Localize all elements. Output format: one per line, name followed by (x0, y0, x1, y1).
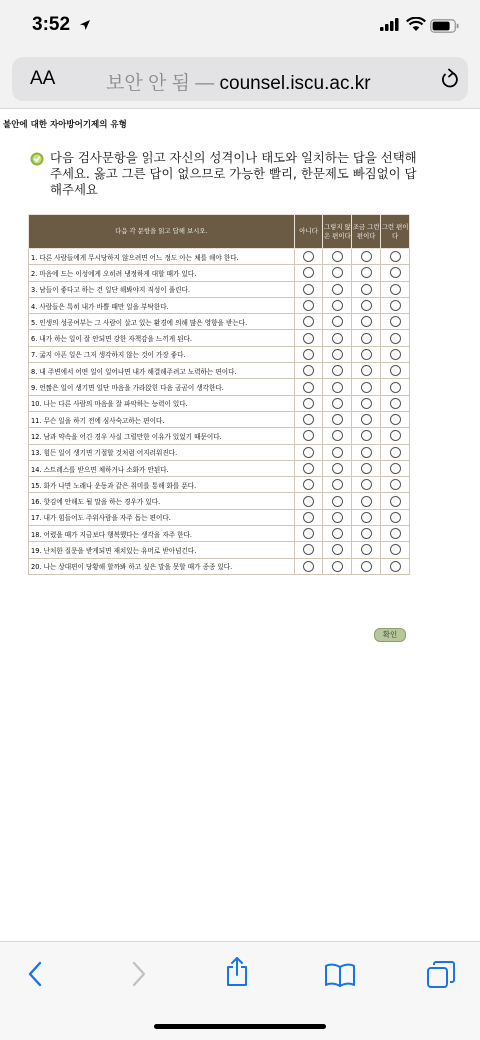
question-text: 18. 어렸을 때가 지금보다 행복했다는 생각을 자주 한다. (29, 526, 295, 542)
answer-radio-button[interactable] (303, 365, 314, 376)
battery-icon (430, 19, 460, 33)
answer-radio-button[interactable] (390, 544, 401, 555)
answer-radio-button[interactable] (332, 382, 343, 393)
answer-radio-button[interactable] (303, 333, 314, 344)
radio-cell (352, 379, 381, 395)
answer-radio-button[interactable] (361, 496, 372, 507)
radio-cell (352, 460, 381, 476)
radio-cell (323, 363, 352, 379)
answer-radio-button[interactable] (390, 365, 401, 376)
answer-radio-button[interactable] (390, 496, 401, 507)
radio-cell (352, 249, 381, 265)
question-text: 7. 굶지 아픈 일은 그저 생각하지 않는 것이 가장 좋다. (29, 346, 295, 362)
table-row (29, 411, 410, 427)
answer-radio-button[interactable] (361, 561, 372, 572)
radio-cell (381, 379, 410, 395)
answer-radio-button[interactable] (332, 316, 343, 327)
radio-cell (323, 526, 352, 542)
radio-cell (323, 346, 352, 362)
answer-radio-button[interactable] (332, 267, 343, 278)
radio-cell (381, 265, 410, 281)
url-domain: counsel.iscu.ac.kr (219, 73, 371, 94)
question-text: 9. 언짢은 일이 생기면 일단 마음을 가라앉힌 다음 곰곰이 생각한다. (29, 379, 295, 395)
radio-cell (294, 346, 323, 362)
radio-cell (294, 428, 323, 444)
answer-radio-button[interactable] (303, 414, 314, 425)
radio-cell (323, 297, 352, 313)
question-text: 15. 화가 나면 노래나 운동과 같은 취미를 통해 화를 푼다. (29, 477, 295, 493)
home-indicator (154, 1024, 326, 1029)
radio-cell (352, 363, 381, 379)
table-row (29, 265, 410, 281)
answer-radio-button[interactable] (361, 447, 372, 458)
radio-cell (381, 346, 410, 362)
radio-cell (381, 411, 410, 427)
status-bar (0, 0, 480, 52)
page-title: 불안에 대한 자아방어기제의 유형 (3, 120, 127, 130)
location-arrow-icon (79, 19, 91, 31)
radio-cell (381, 314, 410, 330)
table-row (29, 444, 410, 460)
question-text: 16. 핫김에 안해도 될 말을 하는 경우가 있다. (29, 493, 295, 509)
answer-radio-button[interactable] (390, 528, 401, 539)
answer-radio-button[interactable] (361, 463, 372, 474)
radio-cell (352, 265, 381, 281)
question-text: 11. 무슨 일을 하기 전에 심사숙고하는 편이다. (29, 411, 295, 427)
answer-radio-button[interactable] (361, 284, 372, 295)
answer-radio-button[interactable] (303, 316, 314, 327)
radio-cell (352, 509, 381, 525)
radio-cell (352, 395, 381, 411)
table-row (29, 281, 410, 297)
answer-radio-button[interactable] (390, 284, 401, 295)
radio-cell (352, 444, 381, 460)
answer-radio-button[interactable] (303, 528, 314, 539)
answer-radio-button[interactable] (390, 430, 401, 441)
answer-radio-button[interactable] (361, 349, 372, 360)
table-row (29, 493, 410, 509)
check-bullet-icon (30, 152, 44, 166)
question-text: 1. 다른 사람들에게 무시당하지 않으려면 어느 정도 아는 체를 해야 한다. (29, 249, 295, 265)
answer-radio-button[interactable] (303, 382, 314, 393)
radio-cell (323, 493, 352, 509)
radio-cell (294, 314, 323, 330)
radio-cell (381, 297, 410, 313)
question-text: 3. 남들이 좋다고 하는 건 일단 해봐야지 직성이 풀린다. (29, 281, 295, 297)
radio-cell (381, 395, 410, 411)
radio-cell (323, 460, 352, 476)
radio-cell (381, 558, 410, 574)
answer-radio-button[interactable] (332, 284, 343, 295)
answer-radio-button[interactable] (303, 544, 314, 555)
question-text: 19. 난처한 질문을 받게되면 재치있는 유머로 받아넘긴다. (29, 542, 295, 558)
answer-radio-button[interactable] (390, 414, 401, 425)
cellular-signal-icon (380, 18, 400, 31)
radio-cell (352, 526, 381, 542)
answer-radio-button[interactable] (361, 414, 372, 425)
answer-radio-button[interactable] (303, 430, 314, 441)
question-text: 5. 인생의 성공여부는 그 사람이 살고 있는 환경에 의해 많은 영향을 받는다. (29, 314, 295, 330)
answer-radio-button[interactable] (390, 512, 401, 523)
answer-radio-button[interactable] (361, 479, 372, 490)
answer-radio-button[interactable] (361, 300, 372, 311)
answer-radio-button[interactable] (390, 398, 401, 409)
radio-cell (294, 363, 323, 379)
question-text: 20. 나는 상대편이 당황해 할까봐 하고 싶은 말을 못할 때가 종종 있다. (29, 558, 295, 574)
instructions-text: 다음 검사문항을 읽고 자신의 성격이나 태도와 일치하는 답을 선택해 주세요. 옳고 그른 답이 없으므로 가능한 빨리, 한문제도 빠짐없이 답해주세요 (50, 150, 417, 197)
radio-cell (352, 346, 381, 362)
radio-cell (381, 526, 410, 542)
answer-radio-button[interactable] (390, 251, 401, 262)
table-row (29, 526, 410, 542)
back-chevron-icon[interactable] (26, 960, 46, 988)
radio-cell (381, 428, 410, 444)
radio-cell (294, 509, 323, 525)
table-row (29, 460, 410, 476)
radio-cell (294, 281, 323, 297)
radio-cell (294, 249, 323, 265)
answer-radio-button[interactable] (332, 463, 343, 474)
answer-radio-button[interactable] (332, 430, 343, 441)
header-option-rather-no: 그렇지 않은 편이다 (323, 215, 352, 249)
radio-cell (352, 542, 381, 558)
answer-radio-button[interactable] (332, 544, 343, 555)
radio-cell (323, 477, 352, 493)
radio-cell (352, 297, 381, 313)
answer-radio-button[interactable] (303, 496, 314, 507)
radio-cell (323, 395, 352, 411)
answer-radio-button[interactable] (361, 316, 372, 327)
radio-cell (323, 314, 352, 330)
table-header-row (29, 215, 410, 249)
reload-icon[interactable] (440, 68, 460, 90)
answer-radio-button[interactable] (303, 398, 314, 409)
answer-radio-button[interactable] (390, 447, 401, 458)
answer-radio-button[interactable] (303, 251, 314, 262)
radio-cell (294, 558, 323, 574)
radio-cell (381, 542, 410, 558)
answer-radio-button[interactable] (332, 251, 343, 262)
radio-cell (352, 558, 381, 574)
bookmarks-icon[interactable] (324, 962, 356, 988)
answer-radio-button[interactable] (303, 284, 314, 295)
radio-cell (323, 330, 352, 346)
table-row (29, 542, 410, 558)
radio-cell (323, 428, 352, 444)
radio-cell (294, 493, 323, 509)
radio-cell (323, 509, 352, 525)
header-option-somewhat-yes: 조금 그런 편이다 (352, 215, 381, 249)
confirm-button[interactable]: 확인 (374, 628, 406, 642)
radio-cell (381, 444, 410, 460)
answer-radio-button[interactable] (303, 267, 314, 278)
answer-radio-button[interactable] (361, 398, 372, 409)
question-text: 17. 내가 힘들어도 주위사람을 자주 돕는 편이다. (29, 509, 295, 525)
table-row (29, 346, 410, 362)
answer-radio-button[interactable] (361, 430, 372, 441)
answer-radio-button[interactable] (361, 512, 372, 523)
answer-radio-button[interactable] (361, 251, 372, 262)
radio-cell (294, 411, 323, 427)
status-time: 3:52 (32, 14, 71, 35)
radio-cell (323, 411, 352, 427)
address-bar-area (0, 52, 480, 109)
answer-radio-button[interactable] (361, 544, 372, 555)
answer-radio-button[interactable] (361, 365, 372, 376)
radio-cell (294, 379, 323, 395)
radio-cell (381, 249, 410, 265)
answer-radio-button[interactable] (303, 349, 314, 360)
answer-radio-button[interactable] (303, 512, 314, 523)
answer-radio-button[interactable] (332, 414, 343, 425)
question-text: 14. 스트레스를 받으면 체하거나 소화가 안된다. (29, 460, 295, 476)
radio-cell (323, 249, 352, 265)
wifi-icon (406, 17, 426, 32)
radio-cell (381, 330, 410, 346)
answer-radio-button[interactable] (332, 496, 343, 507)
answer-radio-button[interactable] (390, 333, 401, 344)
table-row (29, 395, 410, 411)
security-warning: 보안 안 됨 (106, 73, 190, 94)
question-text: 2. 마음에 드는 이성에게 오히려 냉정하게 대할 때가 있다. (29, 265, 295, 281)
table-row (29, 330, 410, 346)
radio-cell (381, 363, 410, 379)
answer-radio-button[interactable] (332, 398, 343, 409)
answer-radio-button[interactable] (361, 382, 372, 393)
table-row (29, 297, 410, 313)
table-row (29, 379, 410, 395)
radio-cell (352, 411, 381, 427)
radio-cell (294, 395, 323, 411)
reader-aa-button[interactable]: AA (30, 68, 56, 89)
answer-radio-button[interactable] (332, 479, 343, 490)
question-text: 13. 힘든 일이 생기면 기절할 것처럼 어지러워진다. (29, 444, 295, 460)
answer-radio-button[interactable] (332, 447, 343, 458)
answer-radio-button[interactable] (390, 463, 401, 474)
radio-cell (294, 477, 323, 493)
radio-cell (352, 477, 381, 493)
answer-radio-button[interactable] (390, 479, 401, 490)
answer-radio-button[interactable] (303, 447, 314, 458)
question-text: 10. 나는 다른 사람의 마음을 잘 파악하는 능력이 있다. (29, 395, 295, 411)
tabs-icon[interactable] (426, 960, 456, 990)
answer-radio-button[interactable] (390, 300, 401, 311)
radio-cell (381, 493, 410, 509)
answer-radio-button[interactable] (361, 333, 372, 344)
url-separator: — (189, 73, 220, 94)
answer-radio-button[interactable] (361, 528, 372, 539)
radio-cell (381, 460, 410, 476)
table-row (29, 314, 410, 330)
table-row (29, 477, 410, 493)
question-text: 8. 내 주변에서 어떤 일이 일어나면 내가 해결해주려고 노력하는 편이다. (29, 363, 295, 379)
answer-radio-button[interactable] (332, 365, 343, 376)
answer-radio-button[interactable] (390, 349, 401, 360)
radio-cell (294, 444, 323, 460)
share-icon[interactable] (224, 956, 250, 988)
radio-cell (323, 379, 352, 395)
radio-cell (323, 265, 352, 281)
answer-radio-button[interactable] (303, 561, 314, 572)
radio-cell (352, 330, 381, 346)
radio-cell (352, 281, 381, 297)
questionnaire-table (28, 214, 410, 575)
answer-radio-button[interactable] (332, 300, 343, 311)
url-text[interactable] (106, 68, 371, 95)
answer-radio-button[interactable] (390, 316, 401, 327)
answer-radio-button[interactable] (303, 479, 314, 490)
radio-cell (294, 330, 323, 346)
table-row (29, 558, 410, 574)
radio-cell (323, 281, 352, 297)
radio-cell (294, 265, 323, 281)
radio-cell (381, 281, 410, 297)
answer-radio-button[interactable] (332, 349, 343, 360)
answer-radio-button[interactable] (390, 382, 401, 393)
radio-cell (352, 493, 381, 509)
answer-radio-button[interactable] (332, 512, 343, 523)
answer-radio-button[interactable] (390, 267, 401, 278)
radio-cell (294, 297, 323, 313)
question-text: 12. 남과 약속을 어긴 경우 사실 그럴만한 이유가 있었기 때문이다. (29, 428, 295, 444)
answer-radio-button[interactable] (390, 561, 401, 572)
answer-radio-button[interactable] (303, 463, 314, 474)
answer-radio-button[interactable] (332, 561, 343, 572)
radio-cell (381, 477, 410, 493)
radio-cell (323, 542, 352, 558)
radio-cell (294, 542, 323, 558)
answer-radio-button[interactable] (303, 300, 314, 311)
header-option-no: 아니다 (294, 215, 323, 249)
table-row (29, 249, 410, 265)
answer-radio-button[interactable] (361, 267, 372, 278)
radio-cell (294, 460, 323, 476)
answer-radio-button[interactable] (332, 528, 343, 539)
radio-cell (323, 444, 352, 460)
radio-cell (294, 526, 323, 542)
radio-cell (352, 428, 381, 444)
forward-chevron-icon[interactable] (128, 960, 148, 988)
question-text: 4. 사람들은 특히 내가 바쁠 때만 일을 부탁한다. (29, 297, 295, 313)
header-option-yes: 그런 편이다 (381, 215, 410, 249)
address-bar[interactable] (12, 57, 468, 101)
answer-radio-button[interactable] (332, 333, 343, 344)
header-question: 다음 각 문항을 읽고 답해 보시오. (29, 215, 295, 249)
radio-cell (352, 314, 381, 330)
question-text: 6. 내가 하는 일이 잘 안되면 강한 자책감을 느끼게 된다. (29, 330, 295, 346)
radio-cell (323, 558, 352, 574)
table-row (29, 363, 410, 379)
table-row (29, 509, 410, 525)
radio-cell (381, 509, 410, 525)
table-row (29, 428, 410, 444)
